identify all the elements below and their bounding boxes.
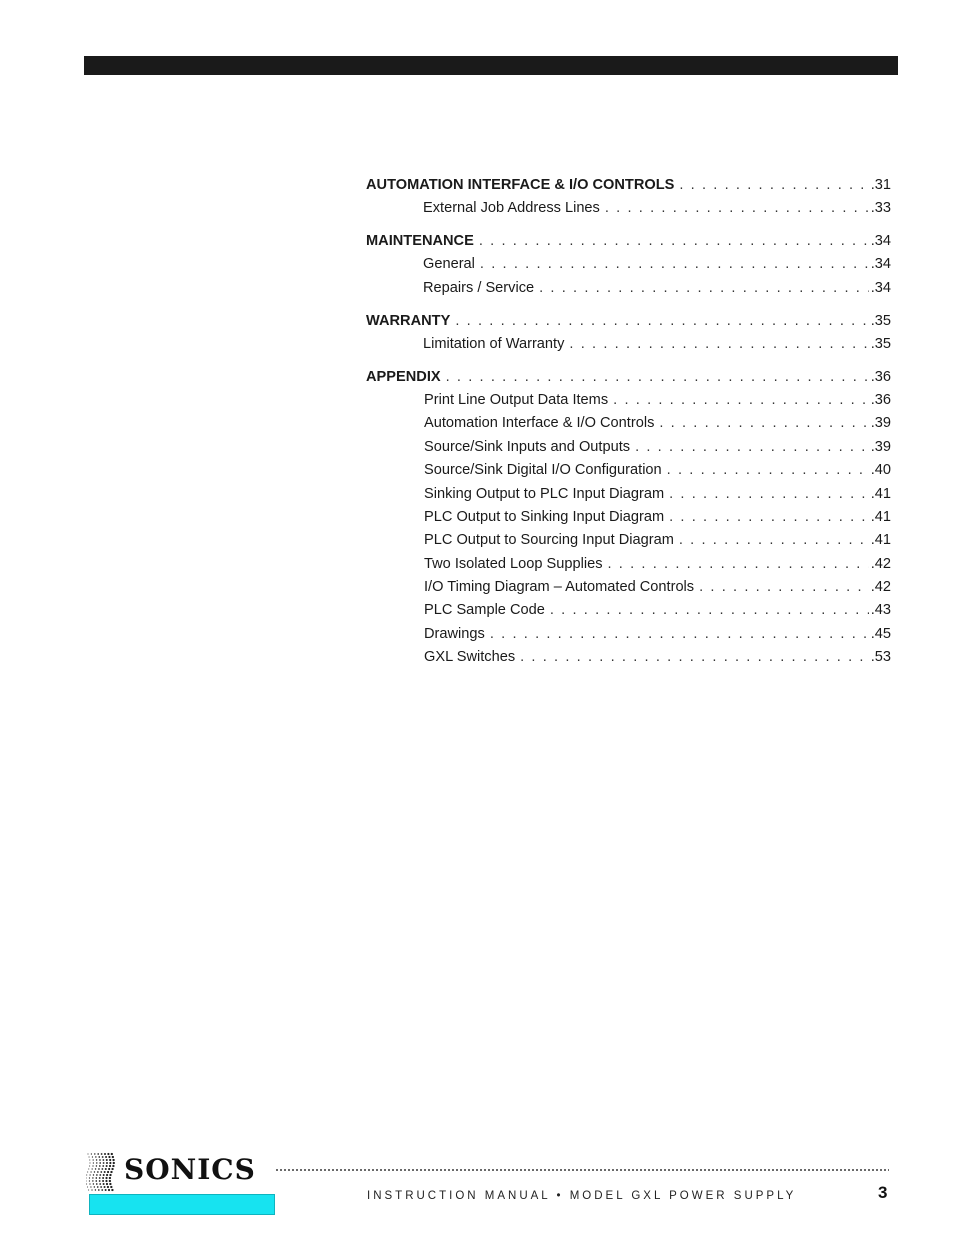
toc-entry-title: External Job Address Lines: [423, 200, 600, 216]
toc-entry-page: .34: [870, 280, 891, 296]
dot-leader: [569, 334, 868, 354]
dot-leader: [539, 278, 869, 298]
toc-entry-page: .45: [870, 626, 891, 642]
toc-subsection: [424, 460, 891, 480]
toc-entry-page: .33: [870, 200, 891, 216]
toc-entry-page: .36: [870, 369, 891, 385]
toc-subsection: [424, 413, 891, 433]
toc-subsection: [424, 507, 891, 527]
dot-leader: [659, 413, 868, 433]
toc-entry-page: .34: [870, 256, 891, 272]
toc-entry-title: GXL Switches: [424, 649, 516, 665]
toc-entry-page: .41: [870, 486, 891, 502]
toc-entry-page: .34: [870, 233, 891, 249]
toc-entry-page: .42: [870, 579, 891, 595]
toc-entry-page: .40: [870, 462, 891, 478]
dotted-rule: [275, 1169, 889, 1171]
toc-subsection: [424, 437, 891, 457]
toc-entry-page: .31: [870, 177, 891, 193]
wave-dots-icon: [86, 1152, 116, 1192]
toc-entry-page: .35: [870, 336, 891, 352]
toc-subsection: [424, 390, 891, 410]
toc-entry-title: APPENDIX: [366, 369, 441, 385]
toc-subsection: [423, 254, 891, 274]
toc-entry-title: General: [423, 256, 475, 272]
sonics-logo: [86, 1148, 276, 1194]
dot-leader: [605, 198, 869, 218]
toc-entry-page: .43: [870, 602, 891, 618]
toc-entry-page: .41: [870, 509, 891, 525]
toc-entry-title: WARRANTY: [366, 313, 451, 329]
toc-section: [366, 367, 891, 387]
toc-section: [366, 231, 891, 251]
dot-leader: [455, 311, 868, 331]
toc-subsection: [424, 624, 891, 644]
toc-entry-page: .42: [870, 556, 891, 572]
toc-entry-page: .39: [870, 415, 891, 431]
toc-subsection: [424, 530, 891, 550]
toc-entry-page: .41: [870, 532, 891, 548]
dot-leader: [490, 624, 869, 644]
dot-leader: [550, 600, 869, 620]
toc-entry-title: Repairs / Service: [423, 280, 535, 296]
toc-subsection: [424, 484, 891, 504]
dot-leader: [446, 367, 869, 387]
dot-leader: [613, 390, 869, 410]
toc-subsection: [423, 198, 891, 218]
dot-leader: [480, 254, 869, 274]
dot-leader: [679, 530, 869, 550]
toc-entry-title: Source/Sink Digital I/O Configuration: [424, 462, 662, 478]
dot-leader: [669, 484, 869, 504]
toc-subsection: [424, 600, 891, 620]
toc-entry-title: Drawings: [424, 626, 485, 642]
toc-entry-title: Two Isolated Loop Supplies: [424, 556, 603, 572]
toc-entry-title: AUTOMATION INTERFACE & I/O CONTROLS: [366, 177, 675, 193]
toc-subsection: [423, 334, 891, 354]
dot-leader: [608, 554, 869, 574]
footer-caption: INSTRUCTION MANUAL • MODEL GXL POWER SUPPLY: [367, 1190, 797, 1202]
toc-entry-title: Limitation of Warranty: [423, 336, 565, 352]
toc-entry-title: Print Line Output Data Items: [424, 392, 609, 408]
toc-entry-page: .53: [870, 649, 891, 665]
header-bar: [84, 56, 898, 75]
toc-entry-title: PLC Output to Sourcing Input Diagram: [424, 532, 674, 548]
toc-subsection: [424, 554, 891, 574]
toc-entry-page: .36: [870, 392, 891, 408]
dot-leader: [635, 437, 869, 457]
dot-leader: [699, 577, 869, 597]
dot-leader: [479, 231, 869, 251]
toc-section: [366, 175, 891, 195]
toc-entry-title: MAINTENANCE: [366, 233, 474, 249]
dot-leader: [667, 460, 869, 480]
dot-leader: [520, 647, 869, 667]
toc-entry-title: Sinking Output to PLC Input Diagram: [424, 486, 665, 502]
toc-entry-title: I/O Timing Diagram – Automated Controls: [424, 579, 695, 595]
dot-leader: [679, 175, 868, 195]
accent-bar: [89, 1194, 275, 1215]
toc-entry-title: PLC Output to Sinking Input Diagram: [424, 509, 665, 525]
toc-section: [366, 311, 891, 331]
page-number: 3: [878, 1183, 888, 1202]
dot-leader: [669, 507, 869, 527]
toc-entry-title: PLC Sample Code: [424, 602, 545, 618]
toc-entry-title: Automation Interface & I/O Controls: [424, 415, 655, 431]
toc-entry-page: .35: [870, 313, 891, 329]
toc-subsection: [424, 577, 891, 597]
toc-entry-title: Source/Sink Inputs and Outputs: [424, 439, 631, 455]
toc-entry-page: .39: [870, 439, 891, 455]
toc-subsection: [423, 278, 891, 298]
brand-name: SONICS: [124, 1153, 256, 1186]
toc-subsection: [424, 647, 891, 667]
